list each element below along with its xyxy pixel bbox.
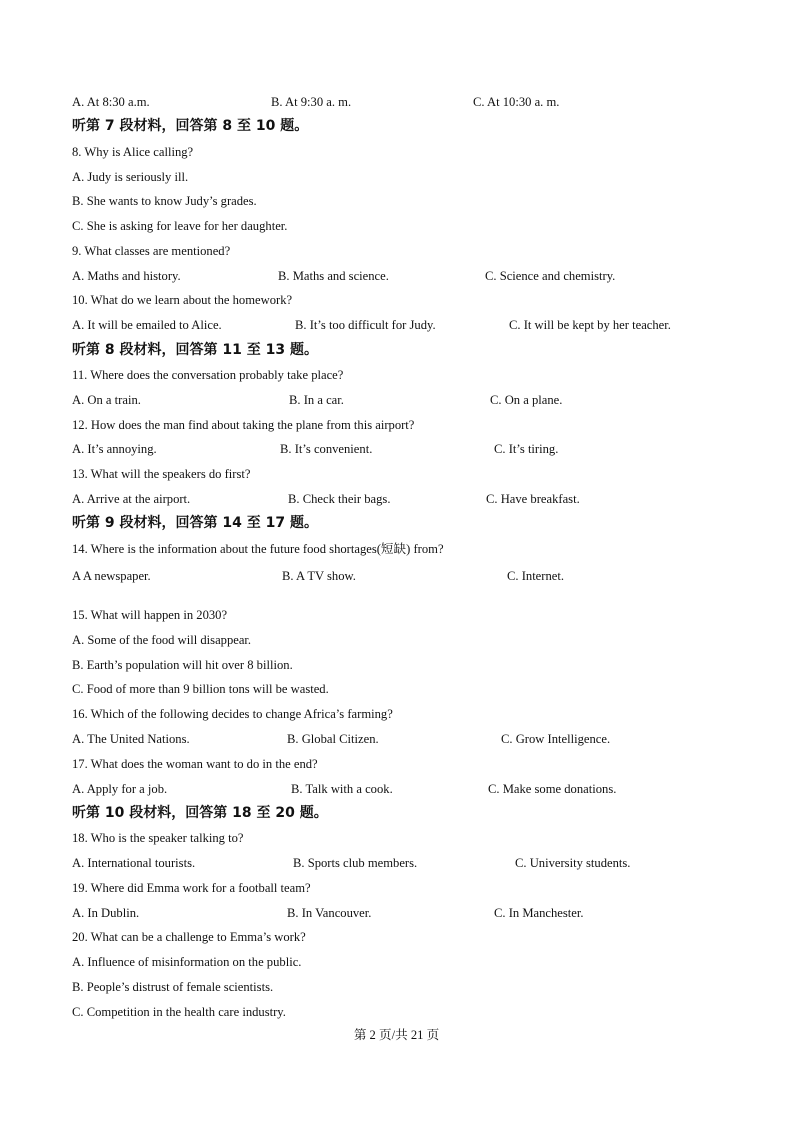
q20-option-b: B. People’s distrust of female scientists. xyxy=(72,980,274,994)
q15-option-b: B. Earth’s population will hit over 8 billion. xyxy=(72,658,293,672)
section-10-heading: 听第 10 段材料，回答第 18 至 20 题。 xyxy=(72,805,328,821)
section-7-heading: 听第 7 段材料，回答第 8 至 10 题。 xyxy=(72,118,309,134)
q10-option-b: B. It’s too difficult for Judy. xyxy=(295,318,436,332)
q18-option-a: A. International tourists. xyxy=(72,856,196,870)
q16-stem: 16. Which of the following decides to change Africa’s farming? xyxy=(72,707,393,721)
q18-option-b: B. Sports club members. xyxy=(293,856,418,870)
q13-option-b: B. Check their bags. xyxy=(288,492,391,506)
q20-stem: 20. What can be a challenge to Emma’s work? xyxy=(72,930,306,944)
q17-option-a: A. Apply for a job. xyxy=(72,782,168,796)
q15-option-a: A. Some of the food will disappear. xyxy=(72,633,252,647)
q10-stem: 10. What do we learn about the homework? xyxy=(72,293,293,307)
q9-option-b: B. Maths and science. xyxy=(278,269,389,283)
q10-option-a: A. It will be emailed to Alice. xyxy=(72,318,222,332)
q8-option-a: A. Judy is seriously ill. xyxy=(72,170,189,184)
q12-option-b: B. It’s convenient. xyxy=(280,442,373,456)
q17-option-c: C. Make some donations. xyxy=(488,782,617,796)
q11-option-c: C. On a plane. xyxy=(490,393,563,407)
q10-option-c: C. It will be kept by her teacher. xyxy=(509,318,671,332)
q19-option-c: C. In Manchester. xyxy=(494,906,584,920)
q12-option-a: A. It’s annoying. xyxy=(72,442,157,456)
q14-option-a: A A newspaper. xyxy=(72,569,151,583)
q15-option-c: C. Food of more than 9 billion tons will be wasted. xyxy=(72,682,329,696)
q11-option-b: B. In a car. xyxy=(289,393,344,407)
section-8-heading: 听第 8 段材料，回答第 11 至 13 题。 xyxy=(72,342,318,358)
q9-option-c: C. Science and chemistry. xyxy=(485,269,616,283)
q18-option-c: C. University students. xyxy=(515,856,631,870)
q11-option-a: A. On a train. xyxy=(72,393,141,407)
q16-option-c: C. Grow Intelligence. xyxy=(501,732,611,746)
q7-option-c: C. At 10:30 a. m. xyxy=(473,95,560,109)
q19-option-b: B. In Vancouver. xyxy=(287,906,372,920)
q14-stem: 14. Where is the information about the future food shortages(短缺) from? xyxy=(72,542,444,556)
q20-option-c: C. Competition in the health care industry. xyxy=(72,1005,286,1019)
q13-stem: 13. What will the speakers do first? xyxy=(72,467,251,481)
q7-option-a: A. At 8:30 a.m. xyxy=(72,95,150,109)
section-9-heading: 听第 9 段材料，回答第 14 至 17 题。 xyxy=(72,515,318,531)
q15-stem: 15. What will happen in 2030? xyxy=(72,608,228,622)
q14-option-b: B. A TV show. xyxy=(282,569,356,583)
q19-stem: 19. Where did Emma work for a football team? xyxy=(72,881,311,895)
q19-option-a: A. In Dublin. xyxy=(72,906,140,920)
q20-option-a: A. Influence of misinformation on the public. xyxy=(72,955,302,969)
q16-option-a: A. The United Nations. xyxy=(72,732,190,746)
q14-option-c: C. Internet. xyxy=(507,569,565,583)
q9-stem: 9. What classes are mentioned? xyxy=(72,244,231,258)
q8-option-b: B. She wants to know Judy’s grades. xyxy=(72,194,257,208)
q9-option-a: A. Maths and history. xyxy=(72,269,181,283)
q11-stem: 11. Where does the conversation probably take place? xyxy=(72,368,344,382)
q17-option-b: B. Talk with a cook. xyxy=(291,782,393,796)
q8-option-c: C. She is asking for leave for her daughter. xyxy=(72,219,288,233)
q12-option-c: C. It’s tiring. xyxy=(494,442,559,456)
q13-option-a: A. Arrive at the airport. xyxy=(72,492,191,506)
page-footer: 第 2 页/共 21 页 xyxy=(353,1028,440,1042)
q16-option-b: B. Global Citizen. xyxy=(287,732,379,746)
q18-stem: 18. Who is the speaker talking to? xyxy=(72,831,244,845)
q13-option-c: C. Have breakfast. xyxy=(486,492,580,506)
q7-option-b: B. At 9:30 a. m. xyxy=(271,95,352,109)
q12-stem: 12. How does the man find about taking the plane from this airport? xyxy=(72,418,415,432)
q17-stem: 17. What does the woman want to do in the end? xyxy=(72,757,318,771)
q8-stem: 8. Why is Alice calling? xyxy=(72,145,194,159)
